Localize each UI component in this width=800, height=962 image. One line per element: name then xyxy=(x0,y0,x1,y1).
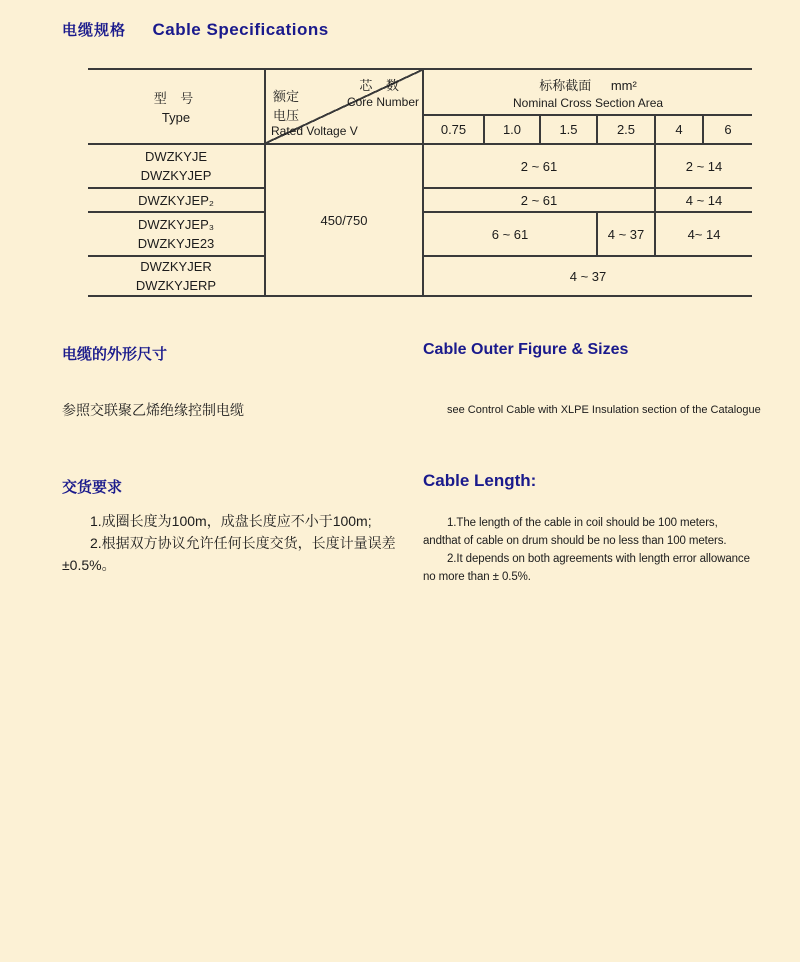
header-rated-voltage-cn-2: 电压 xyxy=(273,108,300,123)
size-col-4: 4 xyxy=(655,115,703,144)
header-cross-section-cell xyxy=(423,69,752,115)
type-cell-row3: DWZKYJEP₃ DWZKYJE23 xyxy=(88,212,265,256)
cable-length-item-cn-2: 2.根据双方协议允许任何长度交货，长度计量误差±0.5%。 xyxy=(62,535,396,573)
size-col-6: 6 xyxy=(703,115,752,144)
cable-length-heading-cn: 交货要求 xyxy=(62,479,123,496)
page-title-chinese: 电缆规格 xyxy=(62,22,127,39)
cable-length-item-cn-1: 1.成圈长度为100m，成盘长度应不小于100m; xyxy=(90,513,372,529)
cable-length-item-en-2: 2.It depends on both agreements with length error allowance no more than ± 0.5%. xyxy=(423,553,750,583)
core-range-cell: 2 ~ 61 xyxy=(423,188,655,212)
diagonal-split xyxy=(266,70,424,143)
page-title xyxy=(62,19,329,40)
outer-sizes-heading-cn: 电缆的外形尺寸 xyxy=(62,346,168,363)
core-range-cell: 4 ~ 37 xyxy=(423,256,752,296)
type-cell-row1: DWZKYJE DWZKYJEP xyxy=(88,144,265,188)
outer-sizes-text-en: see Control Cable with XLPE Insulation section of the Catalogue xyxy=(447,404,761,416)
core-range-cell: 2 ~ 61 xyxy=(423,144,655,188)
header-type-en: Type xyxy=(161,110,191,125)
cable-length-text-cn xyxy=(62,510,412,576)
table-row xyxy=(88,144,752,188)
header-diagonal-cell xyxy=(265,69,423,144)
header-type-cell xyxy=(88,69,265,144)
type-cell-row2: DWZKYJEP₂ xyxy=(88,188,265,212)
core-range-cell: 4~ 14 xyxy=(655,212,752,256)
cable-length-heading-en: Cable Length: xyxy=(423,471,537,490)
header-cross-section-unit: mm² xyxy=(610,77,637,93)
size-col-1.5: 1.5 xyxy=(540,115,597,144)
header-core-number-en: Core Number xyxy=(346,95,419,109)
header-rated-voltage-en: Rated Voltage V xyxy=(271,124,358,138)
type-cell-row4: DWZKYJER DWZKYJERP xyxy=(88,256,265,296)
cable-length-text-en xyxy=(423,514,755,586)
page-title-english: Cable Specifications xyxy=(152,20,329,39)
size-col-2.5: 2.5 xyxy=(597,115,655,144)
header-cross-section-cn: 标称截面 xyxy=(539,77,592,93)
cable-spec-table xyxy=(88,68,752,297)
outer-sizes-text-cn: 参照交联聚乙烯绝缘控制电缆 xyxy=(62,402,244,418)
core-range-cell: 6 ~ 61 xyxy=(423,212,597,256)
header-core-number-cn: 芯 数 xyxy=(359,78,404,93)
core-range-cell: 4 ~ 37 xyxy=(597,212,655,256)
header-cross-section-en: Nominal Cross Section Area xyxy=(512,95,664,110)
outer-sizes-heading-en: Cable Outer Figure & Sizes xyxy=(423,341,629,358)
core-range-cell: 2 ~ 14 xyxy=(655,144,752,188)
cable-length-item-en-1: 1.The length of the cable in coil should be 100 meters, andthat of cable on drum should be no less than 100 meters. xyxy=(423,517,727,547)
size-col-0.75: 0.75 xyxy=(423,115,484,144)
rated-voltage-value: 450/750 xyxy=(265,144,423,296)
header-type-cn: 型 号 xyxy=(153,91,199,106)
size-col-1.0: 1.0 xyxy=(484,115,540,144)
core-range-cell: 4 ~ 14 xyxy=(655,188,752,212)
header-rated-voltage-cn-1: 额定 xyxy=(273,89,300,104)
